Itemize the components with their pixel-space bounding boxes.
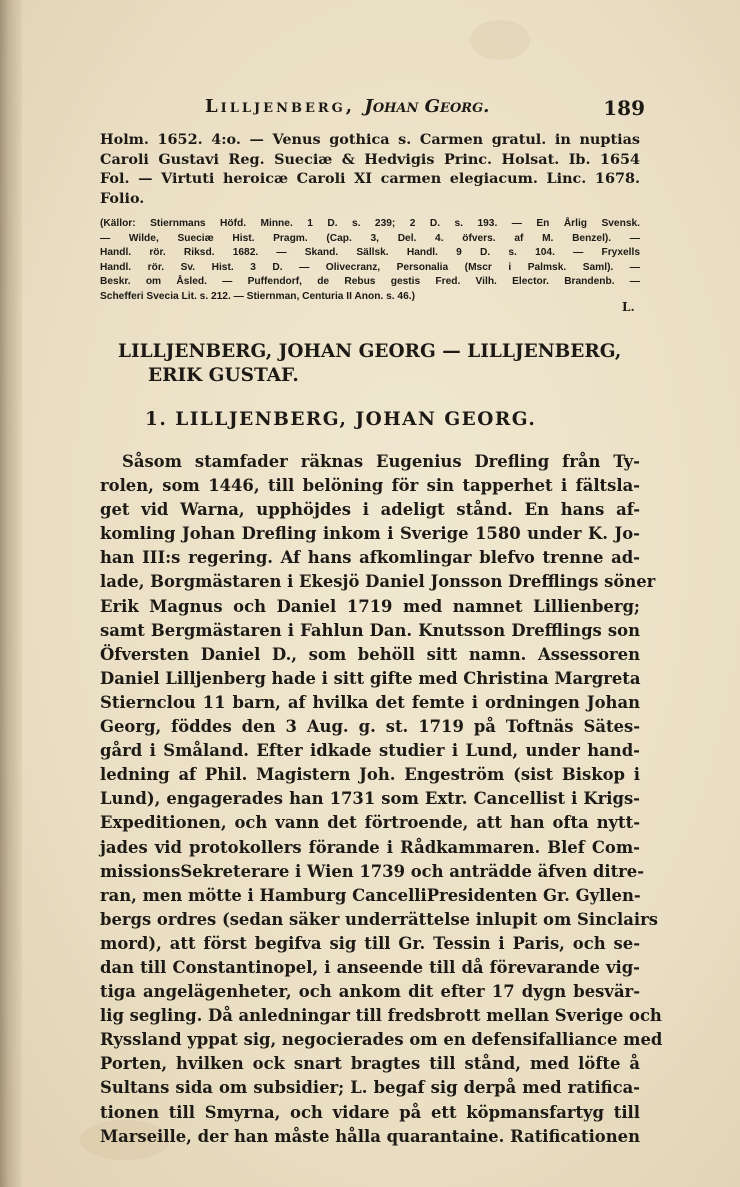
body-line: rolen, som 1446, till belöning för sin tapperhet i fältsla-: [100, 476, 640, 496]
source-line: (Källor: Stiernmans Höfd. Minne. 1 D. s. 239; 2 D. s. 193. — En Årlig Svensk.: [100, 218, 640, 229]
body-line: lig segling. Då anledningar till fredsbrott mellan Sverige och: [100, 1006, 662, 1026]
author-signature: L.: [622, 300, 635, 314]
biblio-line: Fol. — Virtuti heroicæ Caroli XI carmen elegiacum. Linc. 1678.: [100, 170, 640, 187]
body-line: Lund), engagerades han 1731 som Extr. Cancellist i Krigs-: [100, 789, 640, 809]
body-line: Ryssland yppat sig, negocierades om en defensifalliance med: [100, 1030, 663, 1050]
book-spine-shadow: [0, 0, 22, 1187]
body-line: Porten, hvilken ock snart bragtes till stånd, med löfte å: [100, 1054, 640, 1074]
body-line: bergs ordres (sedan säker underrättelse inlupit om Sinclairs: [100, 909, 658, 929]
body-line: Erik Magnus och Daniel 1719 med namnet Lillienberg;: [100, 596, 640, 616]
running-name: Johan Georg.: [364, 96, 490, 117]
running-header: [205, 96, 645, 122]
running-title: Lilljenberg, Johan Georg.: [205, 96, 490, 117]
article-body: [100, 450, 663, 1149]
source-line: Schefferi Svecia Lit. s. 212. — Stiernman, Centuria II Anon. s. 46.): [100, 290, 415, 302]
body-line: ledning af Phil. Magistern Joh. Engeström (sist Biskop i: [100, 765, 640, 785]
section-heading: 1. LILLJENBERG, JOHAN GEORG.: [145, 409, 537, 430]
body-line: tionen till Smyrna, och vidare på ett köpmansfartyg till: [100, 1102, 640, 1122]
biblio-line: Folio.: [100, 189, 145, 207]
body-line: gård i Småland. Efter idkade studier i Lund, under hand-: [100, 741, 640, 761]
source-line: Beskr. om Åsled. — Puffendorf, de Rebus gestis Fred. Vilh. Elector. Brandenb. —: [100, 276, 640, 287]
source-line: Handl. rör. Sv. Hist. 3 D. — Olivecranz, Personalia (Mscr i Palmsk. Saml). —: [100, 261, 640, 273]
body-line: lade, Borgmästaren i Ekesjö Daniel Jonsson Drefflings söner: [100, 572, 656, 592]
paper-stain: [470, 20, 530, 60]
body-line: mord), att först begifva sig till Gr. Tessin i Paris, och se-: [100, 933, 640, 953]
body-line: tiga angelägenheter, och ankom dit efter 17 dygn besvär-: [100, 982, 640, 1002]
page-number: 189: [603, 96, 645, 120]
body-line: komling Johan Drefling inkom i Sverige 1580 under K. Jo-: [100, 524, 640, 544]
body-line: Georg, föddes den 3 Aug. g. st. 1719 på Toftnäs Sätes-: [100, 717, 640, 737]
article-title-line: ERIK GUSTAF.: [148, 365, 299, 386]
article-title: [118, 340, 622, 388]
sources-note: [100, 217, 640, 304]
bibliography-entry: [100, 130, 640, 208]
body-line: Daniel Lilljenberg hade i sitt gifte med Christina Margreta: [100, 668, 641, 688]
body-line: Såsom stamfader räknas Eugenius Drefling från Ty-: [122, 452, 640, 471]
body-line: dan till Constantinopel, i anseende till då förevarande vig-: [100, 957, 640, 977]
biblio-line: Caroli Gustavi Reg. Sueciæ & Hedvigis Princ. Holsat. Ib. 1654: [100, 150, 640, 168]
body-line: Expeditionen, och vann det förtroende, att han ofta nytt-: [100, 813, 640, 833]
body-line: Sultans sida om subsidier; L. begaf sig derpå med ratifica-: [100, 1078, 640, 1098]
body-line: Öfversten Daniel D., som behöll sitt namn. Assessoren: [100, 644, 640, 664]
body-line: samt Bergmästaren i Fahlun Dan. Knutsson Drefflings son: [100, 620, 640, 640]
body-line: get vid Warna, upphöjdes i adeligt stånd. En hans af-: [100, 500, 640, 520]
body-line: Marseille, der han måste hålla quarantaine. Ratificationen: [100, 1126, 640, 1146]
body-line: missionsSekreterare i Wien 1739 och anträdde äfven ditre-: [100, 861, 645, 881]
body-line: Stiernclou 11 barn, af hvilka det femte i ordningen Johan: [100, 692, 640, 712]
article-title-line: LILLJENBERG, JOHAN GEORG — LILLJENBERG,: [118, 341, 622, 362]
body-line: ran, men mötte i Hamburg CancelliPresidenten Gr. Gyllen-: [100, 885, 641, 905]
body-line: jades vid protokollers förande i Rådkammaren. Blef Com-: [100, 837, 640, 857]
body-line: han III:s regering. Af hans afkomlingar blefvo trenne ad-: [100, 548, 640, 568]
biblio-line: Holm. 1652. 4:o. — Venus gothica s. Carmen gratul. in nuptias: [100, 131, 640, 148]
source-line: Handl. rör. Riksd. 1682. — Skand. Sällsk. Handl. 9 D. s. 104. — Fryxells: [100, 247, 640, 258]
source-line: — Wilde, Sueciæ Hist. Pragm. (Cap. 3, Del. 4. öfvers. af M. Benzel). —: [100, 232, 640, 244]
